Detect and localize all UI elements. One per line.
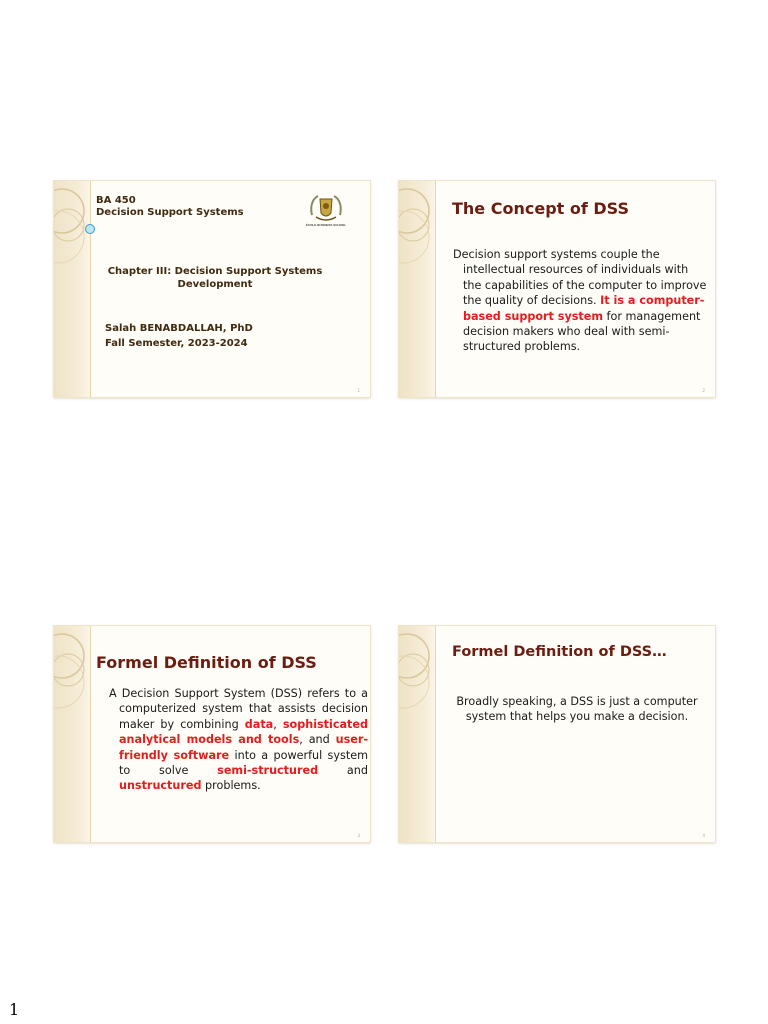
slide-number: 2 xyxy=(702,388,705,393)
course-header xyxy=(96,195,244,219)
chapter-line-1: Chapter III: Decision Support Systems xyxy=(107,266,323,277)
chapter-title xyxy=(105,265,325,291)
highlight-models: sophisticated analytical models and tools xyxy=(119,717,368,747)
slide-number: 3 xyxy=(357,833,360,838)
body-text: problems. xyxy=(201,779,261,793)
slide-body xyxy=(109,686,368,794)
semester: Fall Semester, 2023-2024 xyxy=(105,338,248,349)
decorative-band xyxy=(54,626,90,842)
slide-body xyxy=(453,247,707,355)
author-block xyxy=(105,321,253,351)
slide-number: 4 xyxy=(702,833,705,838)
divider xyxy=(90,626,91,842)
highlight-software: user-friendly software xyxy=(119,733,369,762)
body-text: Decision support systems couple the intellectual resources of individuals with the capabilities of the computer to improve the quality of decisions. xyxy=(453,248,707,308)
highlight-semi: semi-structured xyxy=(217,764,319,778)
slide-title: The Concept of DSS xyxy=(452,199,629,218)
slide-1 xyxy=(54,181,370,397)
highlight-data: data xyxy=(244,717,274,731)
slide-2 xyxy=(399,181,715,397)
slide-3 xyxy=(54,626,370,842)
divider xyxy=(90,181,91,397)
course-code: BA 450 xyxy=(96,195,136,206)
highlight-text: It is a computer-based support system xyxy=(463,294,705,323)
page-number: 1 xyxy=(9,1000,20,1019)
slide-number: 1 xyxy=(357,388,360,393)
decorative-band xyxy=(399,626,435,842)
bullet-dot-icon xyxy=(85,224,95,234)
body-text: A Decision Support System (DSS) refers to a computerized system that assists decision maker by combining xyxy=(109,687,368,731)
body-text: into a powerful system to solve xyxy=(119,748,369,778)
body-text-end: for management decision makers who deal with semi-structured problems. xyxy=(463,309,701,354)
slide-title: Formel Definition of DSS xyxy=(96,653,317,672)
body-text: and xyxy=(318,764,368,778)
slide-title: Formel Definition of DSS… xyxy=(452,644,667,660)
author-name: Salah BENABDALLAH, PhD xyxy=(105,323,253,334)
decorative-band xyxy=(54,181,90,397)
slide-4 xyxy=(399,626,715,842)
body-text: , xyxy=(273,717,283,731)
divider xyxy=(435,181,436,397)
course-name: Decision Support Systems xyxy=(96,207,244,218)
highlight-unstructured: unstructured xyxy=(119,779,202,793)
slide-body: Broadly speaking, a DSS is just a computer system that helps you make a decision. xyxy=(456,695,698,724)
body-text: , and xyxy=(299,733,336,747)
logo-caption: ÉCOLE BUSINESS SCHOOL xyxy=(305,223,347,227)
decorative-band xyxy=(399,181,435,397)
divider xyxy=(435,626,436,842)
chapter-line-2: Development xyxy=(177,279,253,290)
